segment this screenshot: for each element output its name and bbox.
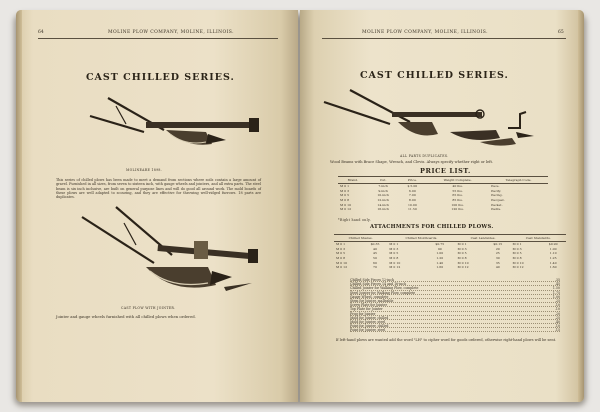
table-cell: M 0 3 [512, 246, 522, 251]
table-cell: $0.75 [435, 242, 445, 247]
table-cell: 1.20 [436, 256, 444, 261]
table-cell: 10-inch [377, 193, 390, 198]
table-cell: Packet. [491, 202, 503, 207]
table-cell: M 0 5 [340, 193, 350, 198]
figure1-caption: MOLINEARE 1898. [126, 168, 163, 172]
right-figure-caption: ALL PARTS DUPLICATES. [400, 154, 449, 158]
table-cell: 20 [495, 246, 500, 251]
table-cell: 35 [495, 260, 500, 265]
table-cell: M 0 12 [457, 265, 469, 270]
table-cell: 8.00 [408, 198, 416, 203]
table-row [338, 207, 548, 212]
attachments-header: Chilled Shares. [334, 235, 387, 242]
right-page [300, 10, 584, 402]
left-page-header: MOLINE PLOW COMPANY, MOLINE, ILLINOIS. [108, 30, 234, 35]
table-cell: M 0 3 [336, 246, 346, 251]
table-cell: M 0 5 [457, 251, 467, 256]
price-list-subtitle: Wood Beams with Brace Shape, Wrench, and Clevis. Always specify whether right or left. [330, 160, 494, 164]
plow-with-jointer-illustration [76, 205, 276, 300]
price-table-note: *Right hand only. [338, 218, 371, 222]
list-item: Mold for Jointer, chilled .25 [350, 315, 560, 320]
table-cell: 11.50 [407, 207, 417, 212]
left-page-title: CAST CHILLED SERIES. [86, 72, 235, 83]
table-cell: M 0 12 [340, 207, 352, 212]
table-cell: M 0 1 [389, 242, 399, 247]
price-list-title: PRICE LIST. [420, 167, 471, 175]
attachments-header: Chilled Moldboards. [387, 235, 455, 242]
table-cell: Padre. [491, 207, 502, 212]
series-description-paragraph: This series of chilled plows has been made to meet a demand from sections where soils contain a large amount of gravel. Furnished in all sizes, from seven to sixteen inch, with gauge wheels and jointers, and all extra parts. The steel beam is six inch inclusive, are built on general purpose lines and will do good all around work. The mold boards of these plows are well adapted to scouring, and they are effective for throwing well-ridged furrows. 18 parts are duplicates. [56, 178, 261, 200]
table-cell: 10.00 [407, 202, 417, 207]
list-item: Gauge Wheel, complete 1.00 [350, 294, 560, 299]
table-cell: M 0 8 [336, 256, 346, 261]
price-table-header: Telegraph Code. [489, 177, 548, 184]
table-cell: 100 lbs. [451, 202, 464, 207]
table-cell: M 0 5 [512, 251, 522, 256]
table-cell: 90 [437, 246, 442, 251]
price-table-header: Cut. [368, 177, 399, 184]
left-header-rule [38, 38, 278, 39]
table-cell: M 0 12 [336, 265, 348, 270]
table-cell: Pace. [491, 184, 500, 189]
table-cell: M 0 8 [512, 256, 522, 261]
table-cell: 120 lbs. [451, 207, 464, 212]
right-page-edge [578, 10, 584, 402]
left-page-edge [16, 10, 22, 402]
table-cell: M 0 1 [340, 184, 350, 189]
table-cell: M 0 3 [389, 246, 399, 251]
table-cell: 85 lbs. [452, 198, 463, 203]
list-item: Point for Jointer, chilled .10 [350, 324, 560, 329]
table-cell: M 0 1 [336, 242, 346, 247]
table-cell: 1.60 [436, 265, 444, 270]
table-cell: 1.00 [436, 251, 444, 256]
table-cell: M 0 3 [340, 188, 350, 193]
right-page-header: MOLINE PLOW COMPANY, MOLINE, ILLINOIS. [362, 30, 488, 35]
table-cell: M 0 1 [512, 242, 522, 247]
table-cell: 40 [373, 246, 377, 251]
table-cell: M 0 10 [512, 260, 524, 265]
table-cell: 1.10 [549, 251, 557, 256]
table-cell: Pacify. [491, 188, 502, 193]
list-item: Frog for Jointer .20 [350, 311, 560, 316]
table-cell: M 0 12 [512, 265, 524, 270]
table-cell: M 0 5 [389, 251, 399, 256]
table-cell: Pacquet. [491, 198, 505, 203]
table-cell: M 0 12 [389, 265, 401, 270]
price-table [338, 176, 548, 212]
table-cell: M 0 8 [457, 256, 467, 261]
list-item: Mold for Jointer, steel .40 [350, 319, 560, 324]
right-header-rule [322, 38, 566, 39]
price-table-header: Price. [399, 177, 426, 184]
figure2-caption: CAST PLOW WITH JOINTER. [121, 306, 176, 310]
attachments-header: Cast Landsides. [456, 235, 511, 242]
table-row [334, 265, 566, 270]
table-cell: M 0 5 [336, 251, 346, 256]
table-cell: 1.25 [549, 256, 557, 261]
table-cell: 30 [495, 256, 500, 261]
table-cell: 65 lbs. [452, 193, 463, 198]
table-cell: M 0 10 [340, 202, 352, 207]
table-cell: M 0 3 [457, 246, 467, 251]
table-cell: M 0 10 [389, 260, 401, 265]
table-cell: 1.00 [549, 246, 557, 251]
list-item: Top Plate for Jointer .10 [350, 307, 560, 312]
left-bottom-note: Jointer and gauge wheels furnished with all chilled plows when ordered. [56, 314, 196, 319]
table-cell: 1.40 [436, 260, 444, 265]
plow-with-parts-illustration [320, 88, 550, 153]
table-cell: 12-inch [377, 198, 390, 203]
table-cell: 50 [373, 256, 377, 261]
walking-plow-illustration [86, 94, 266, 159]
right-page-title: CAST CHILLED SERIES. [360, 70, 509, 81]
list-item: Chilled Side Pieces 14 and 16-inch .45 [350, 282, 560, 287]
table-cell: $ 5.00 [407, 184, 418, 189]
table-cell: 1.40 [549, 260, 557, 265]
list-item: Screw Plate for Jointer .10 [350, 303, 560, 308]
price-table-header: Brand. [338, 177, 368, 184]
attachments-title: ATTACHMENTS FOR CHILLED PLOWS. [370, 224, 494, 230]
list-item: Chilled Jointer for Walking Plow, complete 1.50 [350, 286, 560, 291]
table-cell: 45 [373, 251, 377, 256]
table-cell: 40 [495, 265, 500, 270]
list-item: Steel Jointer for Walking Plow, complete 1.75 [350, 290, 560, 295]
table-cell: M 0 8 [389, 256, 399, 261]
table-cell: 55 lbs. [452, 188, 463, 193]
table-cell: 9-inch [378, 188, 389, 193]
table-cell: $0.90 [548, 242, 558, 247]
table-cell: Pacing. [491, 193, 503, 198]
table-cell: 16-inch [377, 207, 390, 212]
table-cell: $0.15 [493, 242, 503, 247]
table-cell: $0.35 [370, 242, 380, 247]
attachments-header: Cast Standards. [511, 235, 567, 242]
table-cell: 1.60 [549, 265, 557, 270]
table-cell: M 0 10 [457, 260, 469, 265]
table-cell: 25 [495, 251, 500, 256]
right-page-number: 65 [558, 30, 564, 35]
list-item: Chilled Side Pieces 12-inch .35 [350, 278, 560, 282]
table-cell: 7.00 [408, 193, 416, 198]
table-cell: 70 [373, 265, 377, 270]
table-cell: 6.00 [408, 188, 416, 193]
price-table-header: Weight Complete. [426, 177, 489, 184]
right-page-footer-note: If left-hand plows are wanted add the word "LH" to cipher word for goods ordered, otherwise right-hand plows will be sent. [335, 338, 557, 342]
table-cell: M 0 10 [336, 260, 348, 265]
list-item: Stem for Jointer, malleable .25 [350, 298, 560, 303]
attachments-table [334, 234, 566, 270]
table-cell: M 0 8 [340, 198, 350, 203]
table-cell: 60 [373, 260, 377, 265]
table-cell: M 0 1 [457, 242, 467, 247]
table-cell: 14-inch [377, 202, 390, 207]
table-cell: 7-inch [378, 184, 389, 189]
left-page-number: 64 [38, 30, 44, 35]
open-catalog-book [16, 10, 584, 402]
repair-parts-list [350, 278, 560, 332]
list-item: Point for Jointer, steel .15 [350, 328, 560, 333]
left-page [16, 10, 298, 402]
table-cell: 40 lbs. [452, 184, 463, 189]
